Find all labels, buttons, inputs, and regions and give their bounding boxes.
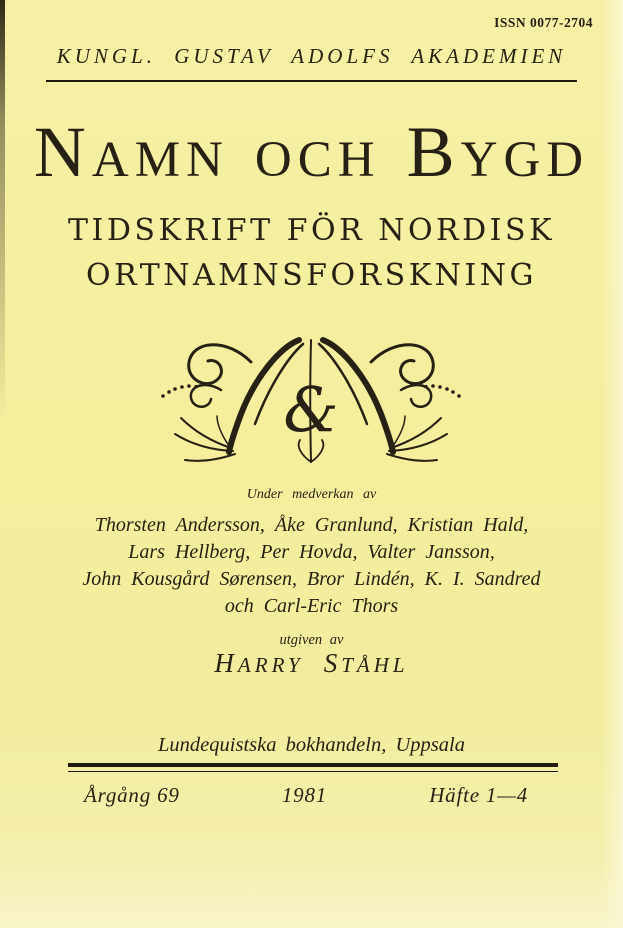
volume-label: Årgång 69 bbox=[84, 783, 180, 807]
title-rest-ygd: YGD bbox=[460, 132, 590, 188]
monogram-flourish-ornament-icon bbox=[151, 334, 471, 466]
issue-label: Häfte 1—4 bbox=[429, 783, 528, 807]
editor-initial-s: S bbox=[323, 648, 342, 678]
year-label: 1981 bbox=[281, 783, 328, 807]
title-rest-amn: AMN bbox=[91, 132, 229, 188]
scan-edge-highlight-bottom bbox=[0, 858, 623, 928]
journal-title bbox=[0, 112, 623, 192]
contributors-line: John Kousgård Sørensen, Bror Lindén, K. I. Sandred bbox=[82, 568, 541, 590]
subtitle-line-1: TIDSKRIFT FÖR NORDISK bbox=[67, 213, 555, 248]
title-initial-b: B bbox=[406, 112, 461, 192]
contributors-list bbox=[0, 512, 623, 620]
title-initial-n: N bbox=[33, 112, 92, 192]
editor-rest-tahl: TÅHL bbox=[341, 653, 409, 677]
publisher-line: Lundequistska bokhandeln, Uppsala bbox=[158, 734, 465, 756]
volume-info-row bbox=[68, 783, 558, 808]
title-word-namn bbox=[33, 112, 229, 192]
editor-name bbox=[0, 650, 623, 677]
horizontal-rule-top bbox=[46, 80, 577, 82]
academy-name: KUNGL. GUSTAV ADOLFS AKADEMIEN bbox=[56, 44, 567, 68]
contributors-line: och Carl-Eric Thors bbox=[224, 595, 399, 617]
issn-number: ISSN 0077-2704 bbox=[494, 15, 593, 30]
contributors-line: Lars Hellberg, Per Hovda, Valter Jansson, bbox=[128, 541, 495, 563]
title-word-bygd bbox=[406, 112, 590, 192]
horizontal-rule-double bbox=[68, 763, 558, 772]
title-word-och: OCH bbox=[254, 132, 381, 188]
subtitle-line-2: ORTNAMNSFORSKNING bbox=[86, 258, 537, 293]
editor-initial-h: H bbox=[214, 648, 238, 678]
editor-first-name bbox=[214, 650, 303, 677]
editor-rest-arry: ARRY bbox=[237, 653, 304, 677]
editor-last-name bbox=[324, 650, 409, 677]
ornament-ampersand: & bbox=[283, 373, 339, 446]
editor-intro: utgiven av bbox=[279, 632, 344, 648]
scan-edge-shadow-left bbox=[0, 0, 5, 420]
contributors-intro: Under medverkan av bbox=[246, 487, 377, 502]
contributors-line: Thorsten Andersson, Åke Granlund, Kristian Hald, bbox=[94, 514, 529, 536]
